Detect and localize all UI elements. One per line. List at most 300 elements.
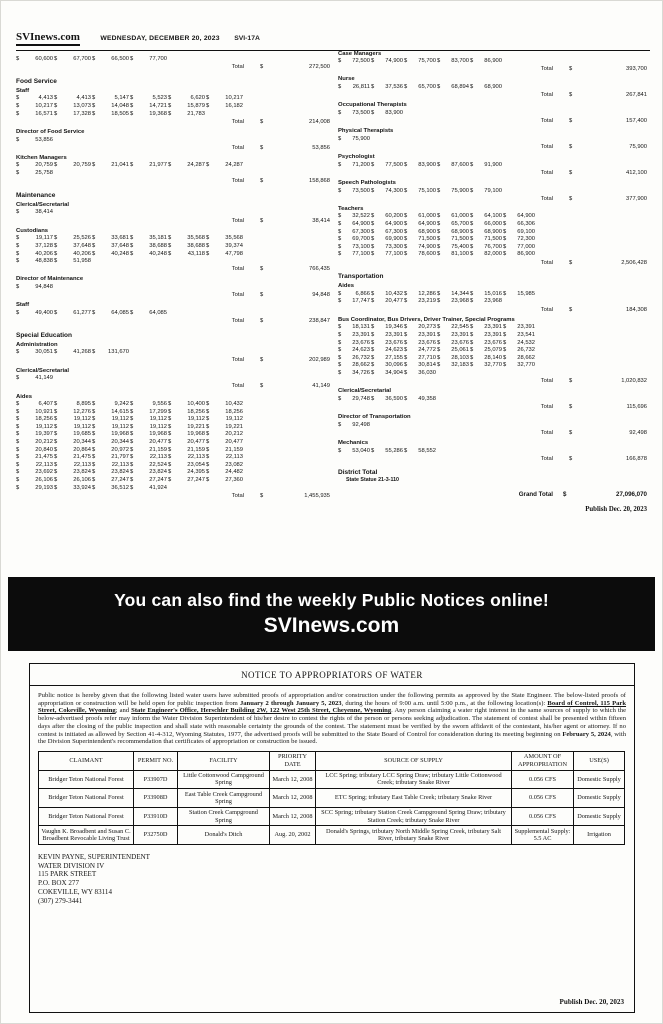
dollar-sign: $ [371, 84, 375, 91]
amount-cell [16, 462, 53, 470]
amount-row [16, 409, 330, 417]
amount-cell [437, 244, 469, 252]
notice-body-segment: , during the hours of 9:00 a.m. until 5:00 p.m., at the following location(s): [341, 699, 548, 707]
amount-text: 33,681 [111, 235, 129, 242]
amount-cell [16, 209, 53, 217]
amount-text: 20,477 [385, 298, 403, 305]
amount-cell [92, 485, 129, 493]
amount-text: 73,100 [352, 243, 370, 250]
amount-text: 71,500 [451, 236, 469, 243]
amount-text: 86,900 [517, 251, 535, 258]
amount-cell [371, 362, 403, 370]
dollar-sign: $ [168, 110, 172, 117]
dollar-sign: $ [404, 243, 408, 250]
amount-row [16, 401, 330, 409]
amount-text: 6,407 [38, 401, 53, 408]
notice-body-segment: ; and [115, 707, 132, 715]
amount-text: 29,193 [35, 484, 53, 491]
amount-cell [371, 347, 403, 355]
amount-text: 37,648 [111, 242, 129, 249]
amount-text: 27,247 [149, 477, 167, 484]
amount-cell [338, 136, 370, 144]
amount-text: 28,140 [484, 354, 502, 361]
amount-text: 20,344 [73, 439, 91, 446]
amount-row [338, 396, 647, 404]
amount-text: 18,505 [111, 110, 129, 117]
dollar-sign: $ [503, 236, 507, 243]
salary-column-left [16, 56, 330, 503]
amount-text: 24,623 [352, 347, 370, 354]
dollar-sign: $ [168, 408, 172, 415]
amount-text: 74,900 [385, 58, 403, 65]
amount-cell [470, 324, 502, 332]
amount-text: 37,128 [35, 242, 53, 249]
dollar-sign: $ [16, 136, 20, 143]
dollar-sign: $ [54, 446, 58, 453]
dollar-sign: $ [16, 235, 20, 242]
amount-cell [470, 221, 502, 229]
amount-text: 41,149 [35, 375, 53, 382]
amount-text: 23,082 [225, 461, 243, 468]
total-value [569, 170, 647, 178]
masthead-page-id: SVI-17A [234, 35, 260, 42]
amount-cell [404, 84, 436, 92]
amount-cell [404, 370, 436, 378]
amount-text: 17,747 [352, 298, 370, 305]
dollar-sign: $ [338, 187, 342, 194]
amount-cell [130, 477, 167, 485]
amount-text: 19,112 [149, 416, 167, 423]
dollar-sign: $ [338, 421, 342, 428]
total-label: Total [540, 429, 553, 436]
dollar-sign: $ [260, 317, 264, 324]
dollar-sign: $ [16, 162, 20, 169]
dollar-sign: $ [371, 362, 375, 369]
amount-text: 21,783 [187, 110, 205, 117]
amount-cell [404, 340, 436, 348]
dollar-sign: $ [470, 213, 474, 220]
water-table-cell: Supplemental Supply: 5.5 AC [512, 826, 574, 845]
amount-text: 34,726 [352, 369, 370, 376]
dollar-sign: $ [92, 242, 96, 249]
amount-cell [338, 298, 370, 306]
amount-cell [437, 84, 469, 92]
amount-text: 78,600 [418, 251, 436, 258]
dollar-sign: $ [54, 250, 58, 257]
amount-text: 20,864 [73, 446, 91, 453]
dollar-sign: $ [404, 354, 408, 361]
amount-text: 77,000 [517, 243, 535, 250]
amount-row [338, 244, 647, 252]
dollar-sign: $ [130, 423, 134, 430]
amount-text: 19,112 [225, 416, 243, 423]
amount-text: 14,615 [111, 408, 129, 415]
amount-text: 23,692 [35, 469, 53, 476]
amount-cell [92, 454, 129, 462]
total-row [16, 493, 330, 501]
contact-line: KEVIN PAYNE, SUPERINTENDENT [38, 852, 150, 861]
amount-cell [16, 170, 53, 178]
amount-text: 64,900 [352, 221, 370, 228]
amount-cell [338, 58, 370, 66]
amount-cell [130, 424, 167, 432]
salary-subsection-header: Director of Maintenance [16, 276, 84, 283]
dollar-sign: $ [338, 298, 342, 305]
amount-text: 22,113 [187, 454, 205, 461]
amount-cell [338, 229, 370, 237]
amount-text: 38,414 [35, 209, 53, 216]
total-label: Total [540, 306, 553, 313]
amount-text: 49,358 [418, 395, 436, 402]
total-value [569, 430, 647, 438]
amount-row [338, 188, 647, 196]
dollar-sign: $ [168, 162, 172, 169]
amount-text: 64,900 [517, 213, 535, 220]
dollar-sign: $ [54, 162, 58, 169]
amount-text: 157,400 [626, 118, 647, 125]
total-label: Total [540, 259, 553, 266]
dollar-sign: $ [338, 161, 342, 168]
amount-cell [206, 103, 243, 111]
dollar-sign: $ [437, 236, 441, 243]
amount-text: 81,100 [451, 251, 469, 258]
dollar-sign: $ [130, 408, 134, 415]
amount-cell [371, 291, 403, 299]
dollar-sign: $ [437, 347, 441, 354]
amount-row [16, 454, 330, 462]
dollar-sign: $ [130, 103, 134, 110]
dollar-sign: $ [437, 161, 441, 168]
amount-cell [206, 477, 243, 485]
dollar-sign: $ [470, 236, 474, 243]
total-label: Total [231, 383, 244, 390]
amount-text: 17,328 [73, 110, 91, 117]
total-row [338, 430, 647, 438]
dollar-sign: $ [437, 221, 441, 228]
water-table-header: CLAIMANT [39, 751, 134, 770]
amount-text: 10,400 [187, 401, 205, 408]
amount-cell [404, 362, 436, 370]
amount-cell [206, 454, 243, 462]
amount-cell [338, 362, 370, 370]
amount-cell [338, 448, 370, 456]
dollar-sign: $ [437, 290, 441, 297]
dollar-sign: $ [130, 416, 134, 423]
amount-text: 28,662 [517, 354, 535, 361]
amount-cell [470, 188, 502, 196]
water-table [38, 751, 625, 845]
amount-row [338, 347, 647, 355]
contact-line: P.O. BOX 277 [38, 879, 79, 888]
salary-subsection-header: Case Managers [338, 50, 382, 57]
dollar-sign: $ [338, 331, 342, 338]
amount-cell [338, 291, 370, 299]
dollar-sign: $ [92, 250, 96, 257]
total-value [569, 456, 647, 464]
total-label: Total [540, 66, 553, 73]
amount-cell [206, 462, 243, 470]
amount-text: 26,811 [352, 84, 370, 91]
amount-cell [371, 236, 403, 244]
dollar-sign: $ [206, 477, 210, 484]
dollar-sign: $ [54, 431, 58, 438]
total-row [16, 178, 330, 186]
total-row [16, 145, 330, 153]
dollar-sign: $ [338, 84, 342, 91]
grand-total-label: Grand Total [518, 491, 553, 499]
amount-text: 23,676 [484, 339, 502, 346]
total-row [338, 170, 647, 178]
dollar-sign: $ [92, 162, 96, 169]
amount-cell [206, 409, 243, 417]
amount-text: 83,900 [385, 109, 403, 116]
amount-cell [16, 409, 53, 417]
water-table-cell: Station Creek Campground Spring [178, 807, 270, 826]
amount-cell [130, 485, 167, 493]
dollar-sign: $ [338, 228, 342, 235]
dollar-sign: $ [54, 416, 58, 423]
amount-cell [470, 229, 502, 237]
amount-cell [371, 298, 403, 306]
amount-cell [168, 243, 205, 251]
dollar-sign: $ [16, 170, 20, 176]
dollar-sign: $ [404, 187, 408, 194]
amount-text: 32,522 [352, 213, 370, 220]
water-table-cell: ETC Spring; tributary East Table Creek; tributary Snake River [316, 789, 512, 808]
amount-cell [437, 188, 469, 196]
amount-text: 77,700 [149, 56, 167, 62]
amount-cell [371, 188, 403, 196]
dollar-sign: $ [470, 58, 474, 65]
water-table-cell: Little Cottonwood Campground Spring [178, 770, 270, 789]
dollar-sign: $ [130, 235, 134, 242]
amount-cell [437, 362, 469, 370]
amount-cell [503, 332, 535, 340]
amount-cell [92, 424, 129, 432]
amount-cell [470, 298, 502, 306]
dollar-sign: $ [437, 362, 441, 369]
amount-cell [338, 188, 370, 196]
amount-text: 25,758 [35, 170, 53, 176]
amount-text: 21,159 [187, 446, 205, 453]
amount-text: 22,113 [149, 454, 167, 461]
amount-cell [206, 235, 243, 243]
dollar-sign: $ [338, 324, 342, 331]
dollar-sign: $ [338, 109, 342, 116]
dollar-sign: $ [16, 408, 20, 415]
dollar-sign: $ [371, 369, 375, 376]
dollar-sign: $ [338, 362, 342, 369]
amount-text: 71,500 [484, 236, 502, 243]
amount-text: 65,700 [418, 84, 436, 91]
dollar-sign: $ [92, 431, 96, 438]
total-label: Total [231, 217, 244, 224]
amount-cell [130, 251, 167, 259]
amount-text: 20,344 [111, 439, 129, 446]
amount-text: 21,475 [73, 454, 91, 461]
dollar-sign: $ [16, 454, 20, 461]
dollar-sign: $ [54, 423, 58, 430]
amount-text: 27,360 [225, 477, 243, 484]
total-value [260, 357, 330, 365]
amount-text: 20,477 [149, 439, 167, 446]
total-label: Total [540, 455, 553, 462]
dollar-sign: $ [470, 251, 474, 258]
amount-text: 21,797 [111, 454, 129, 461]
amount-text: 19,112 [35, 423, 53, 430]
dollar-sign: $ [338, 369, 342, 376]
amount-text: 23,391 [352, 331, 370, 338]
amount-row [16, 243, 330, 251]
amount-text: 60,200 [385, 213, 403, 220]
amount-cell [503, 347, 535, 355]
dollar-sign: $ [260, 178, 264, 185]
dollar-sign: $ [569, 66, 573, 73]
dollar-sign: $ [206, 416, 210, 423]
dollar-sign: $ [92, 423, 96, 430]
amount-cell [168, 454, 205, 462]
dollar-sign: $ [470, 187, 474, 194]
salary-subsection-header: Staff [16, 302, 30, 309]
amount-text: 18,256 [225, 408, 243, 415]
amount-text: 79,100 [484, 187, 502, 194]
dollar-sign: $ [371, 331, 375, 338]
amount-text: 20,759 [35, 162, 53, 169]
total-value [260, 383, 330, 391]
amount-cell [437, 324, 469, 332]
dollar-sign: $ [16, 423, 20, 430]
amount-cell [338, 355, 370, 363]
dollar-sign: $ [16, 250, 20, 257]
amount-cell [54, 401, 91, 409]
amount-text: 766,435 [309, 266, 330, 273]
amount-cell [503, 244, 535, 252]
amount-text: 66,500 [111, 56, 129, 62]
dollar-sign: $ [206, 439, 210, 446]
total-row [16, 119, 330, 127]
dollar-sign: $ [338, 251, 342, 258]
amount-cell [338, 347, 370, 355]
dollar-sign: $ [437, 243, 441, 250]
amount-cell [168, 469, 205, 477]
salary-section-header: Food Service [16, 77, 57, 85]
water-table-header: PERMIT NO. [134, 751, 178, 770]
amount-text: 48,838 [35, 258, 53, 265]
amount-text: 41,149 [312, 383, 330, 390]
amount-cell [437, 58, 469, 66]
amount-text: 39,374 [225, 242, 243, 249]
dollar-sign: $ [404, 228, 408, 235]
dollar-sign: $ [338, 395, 342, 402]
amount-cell [16, 310, 53, 318]
dollar-sign: $ [130, 484, 134, 491]
amount-cell [92, 462, 129, 470]
total-label: Total [231, 118, 244, 125]
amount-text: 22,113 [35, 461, 53, 468]
amount-text: 37,648 [73, 242, 91, 249]
dollar-sign: $ [338, 339, 342, 346]
amount-text: 23,391 [484, 331, 502, 338]
dollar-sign: $ [404, 251, 408, 258]
dollar-sign: $ [16, 110, 20, 117]
dollar-sign: $ [168, 423, 172, 430]
amount-cell [206, 251, 243, 259]
amount-row [16, 424, 330, 432]
amount-text: 29,748 [352, 395, 370, 402]
dollar-sign: $ [260, 144, 264, 151]
amount-cell [338, 340, 370, 348]
dollar-sign: $ [569, 378, 573, 384]
amount-text: 53,040 [352, 447, 370, 454]
amount-cell [338, 370, 370, 378]
total-value [563, 491, 647, 499]
amount-text: 64,900 [418, 221, 436, 228]
amount-text: 158,868 [309, 178, 330, 185]
dollar-sign: $ [92, 309, 96, 316]
water-table-cell: Domestic Supply [574, 789, 625, 808]
dollar-sign: $ [206, 242, 210, 249]
amount-text: 71,200 [352, 161, 370, 168]
amount-text: 10,432 [225, 401, 243, 408]
amount-text: 202,989 [309, 357, 330, 364]
salary-section-header: District Total [338, 469, 378, 477]
dollar-sign: $ [437, 213, 441, 220]
amount-text: 19,112 [149, 423, 167, 430]
dollar-sign: $ [16, 401, 20, 408]
dollar-sign: $ [92, 477, 96, 484]
amount-text: 22,113 [73, 461, 91, 468]
amount-text: 30,096 [385, 362, 403, 369]
dollar-sign: $ [130, 56, 134, 62]
dollar-sign: $ [569, 403, 573, 410]
amount-cell [404, 221, 436, 229]
amount-text: 92,498 [629, 429, 647, 436]
dollar-sign: $ [130, 446, 134, 453]
dollar-sign: $ [16, 469, 20, 476]
amount-text: 22,113 [111, 461, 129, 468]
amount-cell [338, 324, 370, 332]
amount-text: 19,112 [111, 416, 129, 423]
dollar-sign: $ [437, 84, 441, 91]
amount-text: 72,500 [352, 58, 370, 65]
amount-row [338, 422, 647, 430]
dollar-sign: $ [130, 110, 134, 117]
amount-cell [130, 162, 167, 170]
amount-cell [470, 340, 502, 348]
amount-text: 77,100 [352, 251, 370, 258]
dollar-sign: $ [404, 161, 408, 168]
amount-text: 75,900 [629, 143, 647, 150]
amount-text: 19,968 [149, 431, 167, 438]
contact-line: (307) 279-3441 [38, 896, 83, 905]
amount-cell [92, 447, 129, 455]
amount-cell [206, 401, 243, 409]
amount-cell [130, 310, 167, 318]
dollar-sign: $ [54, 484, 58, 491]
notice-body-segment: February 5, 2024 [562, 730, 611, 738]
amount-text: 10,921 [35, 408, 53, 415]
dollar-sign: $ [130, 162, 134, 169]
amount-text: 184,308 [626, 306, 647, 313]
dollar-sign: $ [371, 395, 375, 402]
amount-cell [338, 110, 370, 118]
amount-cell [54, 111, 91, 119]
water-table-row [39, 807, 625, 826]
dollar-sign: $ [16, 56, 20, 62]
salary-subsection-header: Aides [338, 283, 355, 290]
amount-text: 267,841 [626, 92, 647, 99]
dollar-sign: $ [260, 217, 264, 224]
